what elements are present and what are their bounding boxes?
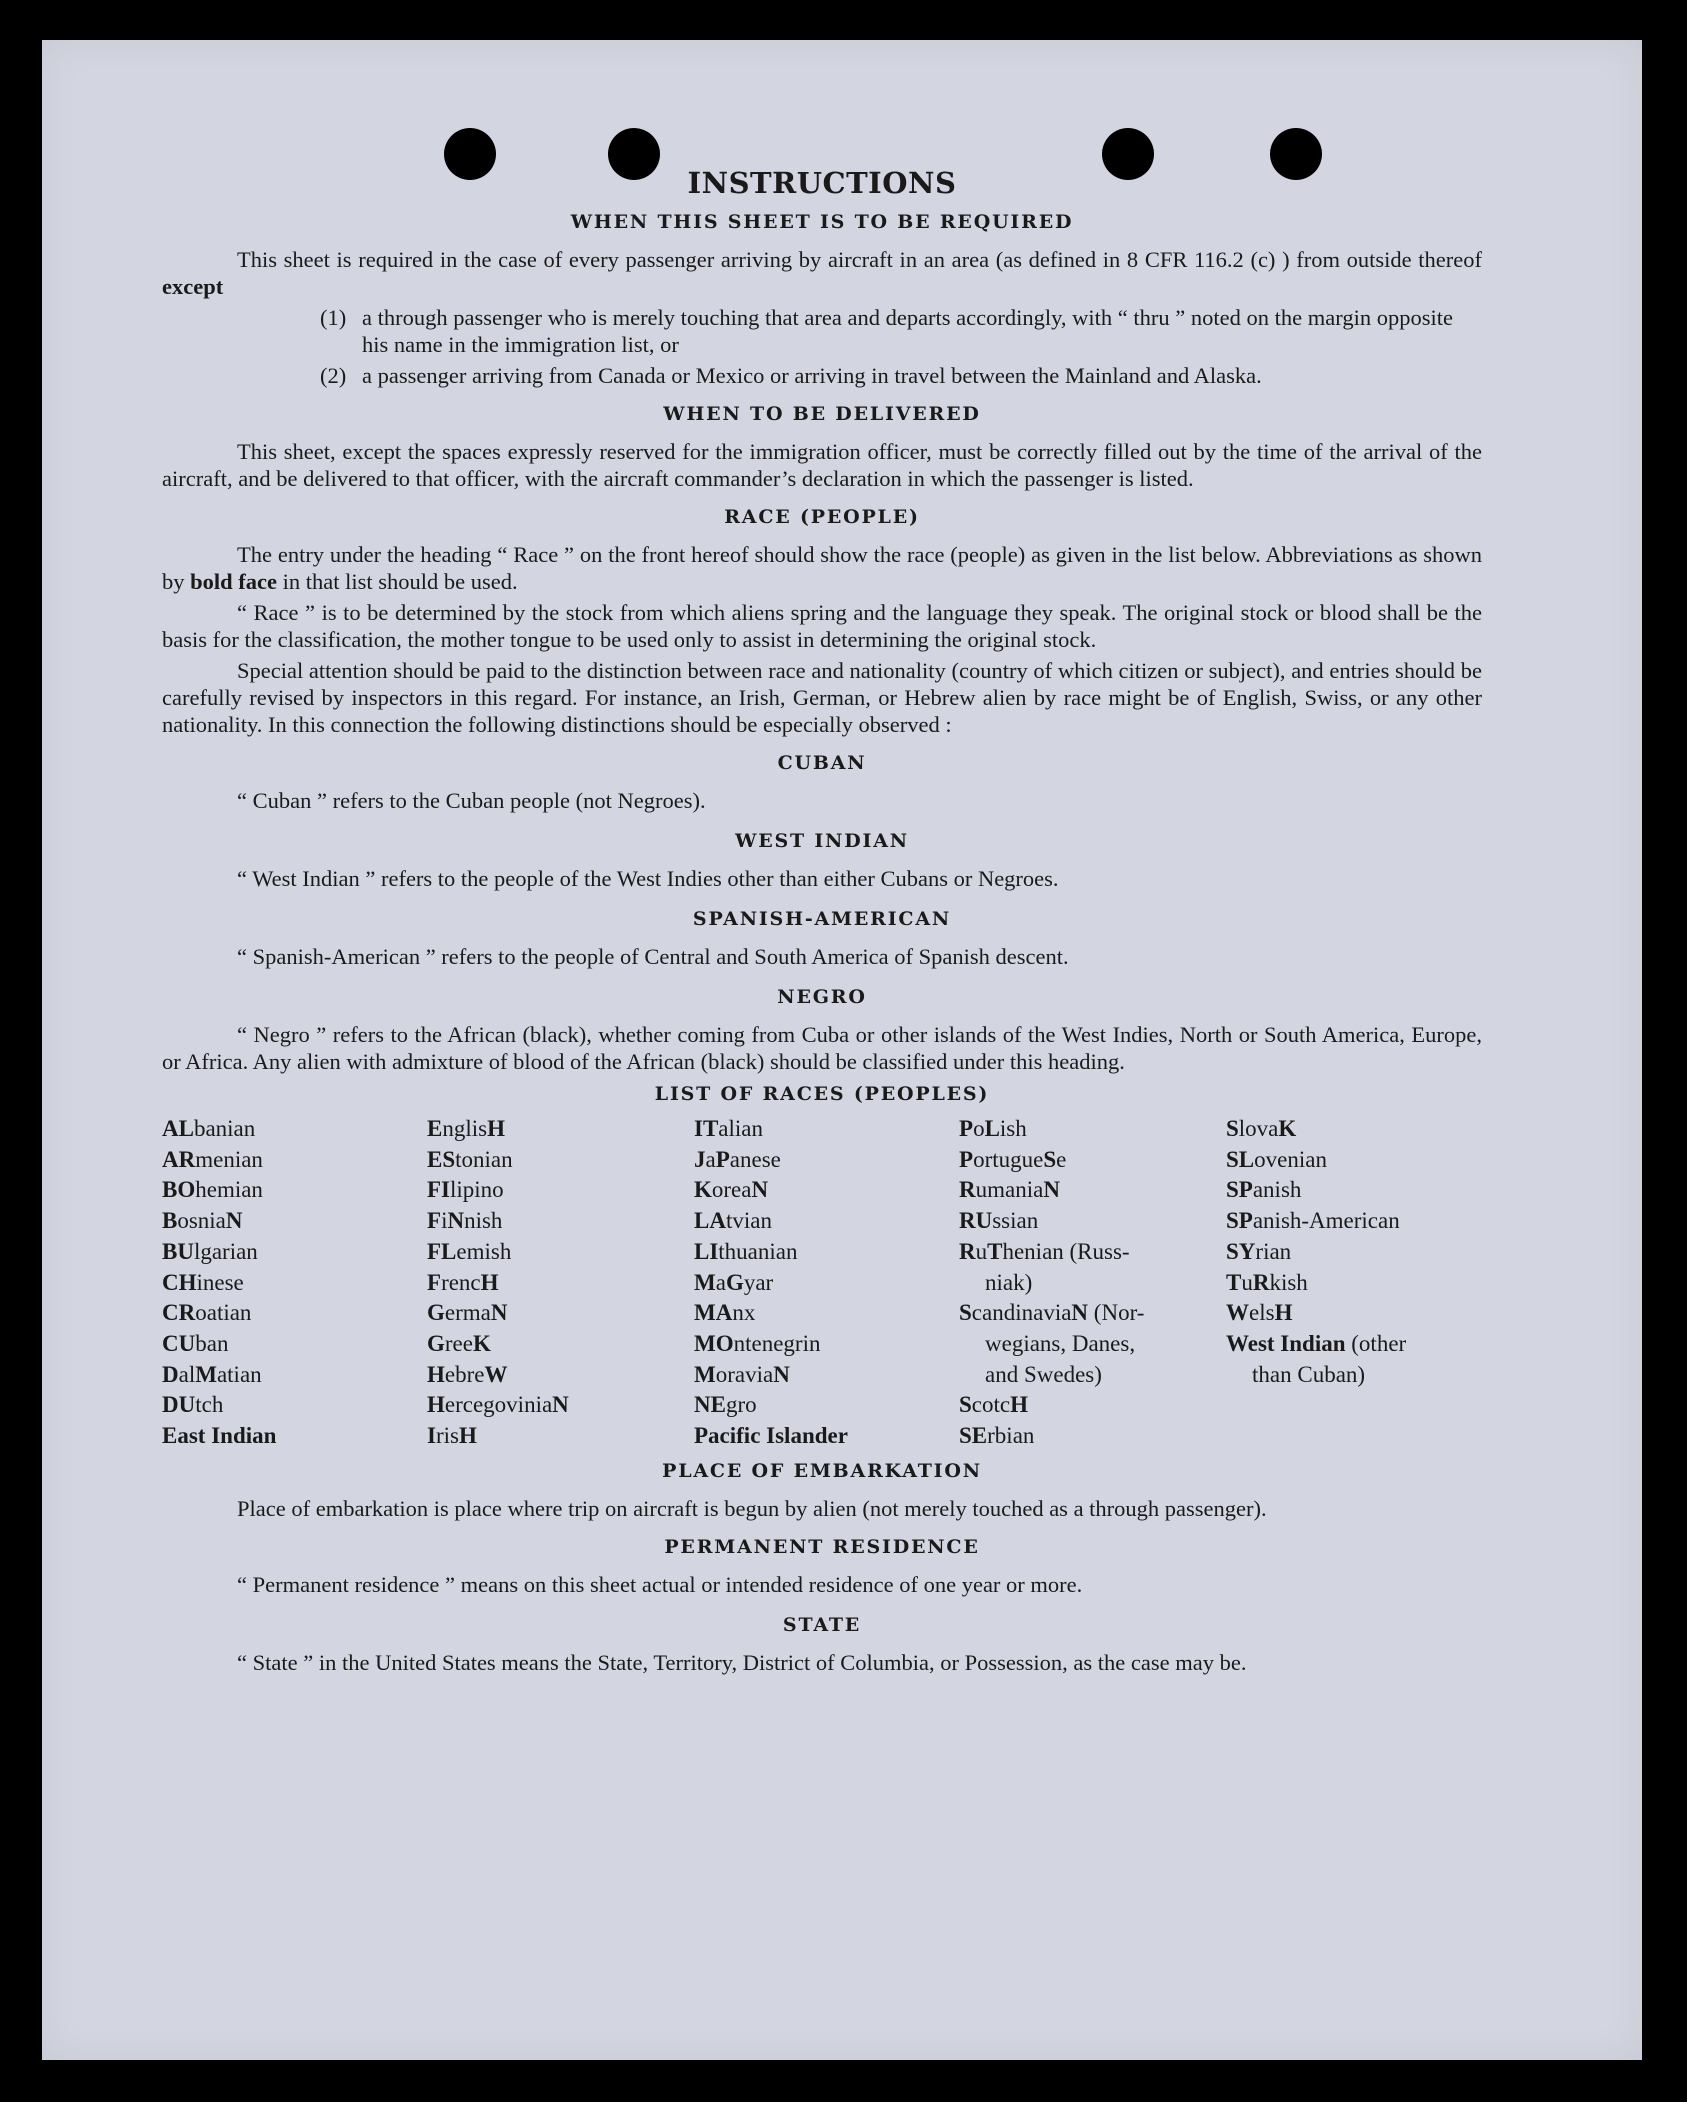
race-paragraph-1: The entry under the heading “ Race ” on the front hereof should show the race (people) as given in the list below. Abbreviations as shown by bold face in that list should be used. (162, 542, 1482, 594)
race-entry: MaGyar (694, 1269, 774, 1295)
heading-list-of-races: LIST OF RACES (PEOPLES) (654, 1083, 990, 1105)
heading-spanish-american: SPANISH-AMERICAN (692, 908, 952, 930)
page-title: INSTRUCTIONS (687, 166, 957, 200)
race-paragraph-2: “ Race ” is to be determined by the stock from which aliens spring and the language they speak. The original stock or blood shall be the basis for the classification, the mother tongue to be used only to assist in determining the original stock. (162, 600, 1482, 652)
race-entry: KoreaN (694, 1177, 769, 1203)
heading-west-indian: WEST INDIAN (735, 830, 909, 852)
race-entry: RumaniaN (959, 1177, 1060, 1203)
races-list (162, 1114, 1482, 1452)
race-paragraph-3: Special attention should be paid to the distinction between race and nationality (country of which citizen or subject), and entries should be carefully revised by inspectors in this regard. For instance, an Irish, German, or Hebrew alien by race might be of English, Swiss, or any other nationality. In this connection the following distinctions should be especially observed : (162, 658, 1482, 737)
race-entry: GreeK (427, 1330, 491, 1356)
race-entry: East Indian (162, 1423, 277, 1449)
races-column-1 (162, 1114, 427, 1452)
heading-cuban: CUBAN (777, 752, 867, 774)
heading-residence: PERMANENT RESIDENCE (664, 1535, 980, 1558)
race-entry: SPanish-American (1226, 1208, 1400, 1234)
race-entry: RUssian (959, 1208, 1039, 1234)
state-text: “ State ” in the United States means the State, Territory, District of Columbia, or Possession, as the case may be. (237, 1649, 1247, 1675)
race-entry: MOntenegrin (694, 1330, 821, 1356)
race-entry: NEgro (694, 1392, 757, 1418)
race-entry: SPanish (1226, 1177, 1302, 1203)
race-entry: TuRkish (1226, 1269, 1308, 1295)
race-entry: FiNnish (427, 1208, 503, 1234)
race-entry: than Cuban) (1252, 1361, 1366, 1387)
race-entry: PortugueSe (959, 1146, 1067, 1172)
race-entry: DUtch (162, 1392, 224, 1418)
race-entry: EnglisH (427, 1116, 505, 1141)
race-entry: niak) (985, 1269, 1033, 1295)
races-column-3 (694, 1114, 959, 1452)
heading-race: RACE (PEOPLE) (724, 506, 920, 528)
race-entry: ScandinaviaN (Nor- (959, 1300, 1145, 1326)
exception-item-2: (2) a passenger arriving from Canada or Mexico or arriving in travel between the Mainland and Alaska. (320, 363, 1262, 388)
race-entry: ScotcH (959, 1392, 1028, 1418)
embarkation-text: Place of embarkation is place where trip on aircraft is begun by alien (not merely touched as a through passenger). (237, 1495, 1267, 1521)
race-entry: BUlgarian (162, 1238, 258, 1264)
race-entry: IrisH (427, 1423, 477, 1449)
heading-embarkation: PLACE OF EMBARKATION (662, 1459, 982, 1482)
race-entry: GermaN (427, 1300, 508, 1326)
spanish-american-text: “ Spanish-American ” refers to the people of Central and South America of Spanish descent. (237, 944, 1069, 969)
race-entry: West Indian (other (1226, 1330, 1407, 1356)
heading-required: WHEN THIS SHEET IS TO BE REQUIRED (570, 211, 1074, 233)
race-entry: MAnx (694, 1300, 756, 1326)
west-indian-text: “ West Indian ” refers to the people of the West Indies other than either Cubans or Negroes. (237, 866, 1059, 891)
race-entry: LAtvian (694, 1208, 772, 1234)
race-entry: SYrian (1226, 1238, 1292, 1264)
race-entry: HercegoviniaN (427, 1392, 569, 1418)
race-entry: FrencH (427, 1269, 499, 1295)
race-entry: and Swedes) (985, 1361, 1102, 1387)
race-entry: RuThenian (Russ- (959, 1238, 1130, 1264)
heading-state: STATE (782, 1613, 862, 1636)
race-entry: DalMatian (162, 1361, 262, 1387)
race-entry: Pacific Islander (694, 1423, 848, 1449)
delivered-text: This sheet, except the spaces expressly reserved for the immigration officer, must be correctly filled out by the time of the arrival of the aircraft, and be delivered to that officer, with the aircraft commander’s declaration in which the passenger is listed. (162, 439, 1482, 491)
race-entry: CHinese (162, 1269, 244, 1295)
heading-delivered: WHEN TO BE DELIVERED (663, 403, 981, 425)
races-column-4 (959, 1114, 1226, 1452)
races-column-5 (1226, 1114, 1482, 1452)
race-entry: SErbian (959, 1423, 1035, 1449)
race-entry: EStonian (427, 1146, 513, 1172)
race-entry: JaPanese (694, 1146, 781, 1172)
race-entry: BOhemian (162, 1177, 263, 1203)
race-entry: FLemish (427, 1238, 512, 1264)
race-entry: HebreW (427, 1361, 508, 1387)
race-entry: CUban (162, 1330, 229, 1356)
race-entry: SLovenian (1226, 1146, 1327, 1172)
race-entry: wegians, Danes, (985, 1330, 1136, 1356)
required-intro: This sheet is required in the case of every passenger arriving by aircraft in an area (as defined in 8 CFR 116.2 (c) ) from outside thereof except (162, 247, 1482, 299)
race-entry: PoLish (959, 1116, 1027, 1141)
races-column-2 (427, 1114, 694, 1452)
race-entry: WelsH (1226, 1300, 1293, 1326)
negro-text: “ Negro ” refers to the African (black), whether coming from Cuba or other islands of the West Indies, North or South America, Europe, or Africa. Any alien with admixture of blood of the African (black) should be classified under this heading. (162, 1022, 1482, 1074)
race-entry: CRoatian (162, 1300, 252, 1326)
instructions-content (162, 166, 1482, 1680)
exception-item-1: (1) a through passenger who is merely touching that area and departs accordingly, with “ thru ” noted on the margin opposite his name in the immigration list, or (320, 305, 1453, 357)
race-entry: LIthuanian (694, 1238, 798, 1264)
residence-text: “ Permanent residence ” means on this sheet actual or intended residence of one year or more. (237, 1571, 1083, 1597)
race-entry: MoraviaN (694, 1361, 790, 1387)
cuban-text: “ Cuban ” refers to the Cuban people (not Negroes). (237, 788, 706, 813)
race-entry: SlovaK (1226, 1116, 1297, 1141)
race-entry: BosniaN (162, 1208, 243, 1234)
race-entry: ITalian (694, 1116, 763, 1141)
heading-negro: NEGRO (777, 986, 867, 1008)
race-entry: ARmenian (162, 1146, 263, 1172)
race-entry: ALbanian (162, 1116, 256, 1141)
race-entry: FIlipino (427, 1177, 504, 1203)
